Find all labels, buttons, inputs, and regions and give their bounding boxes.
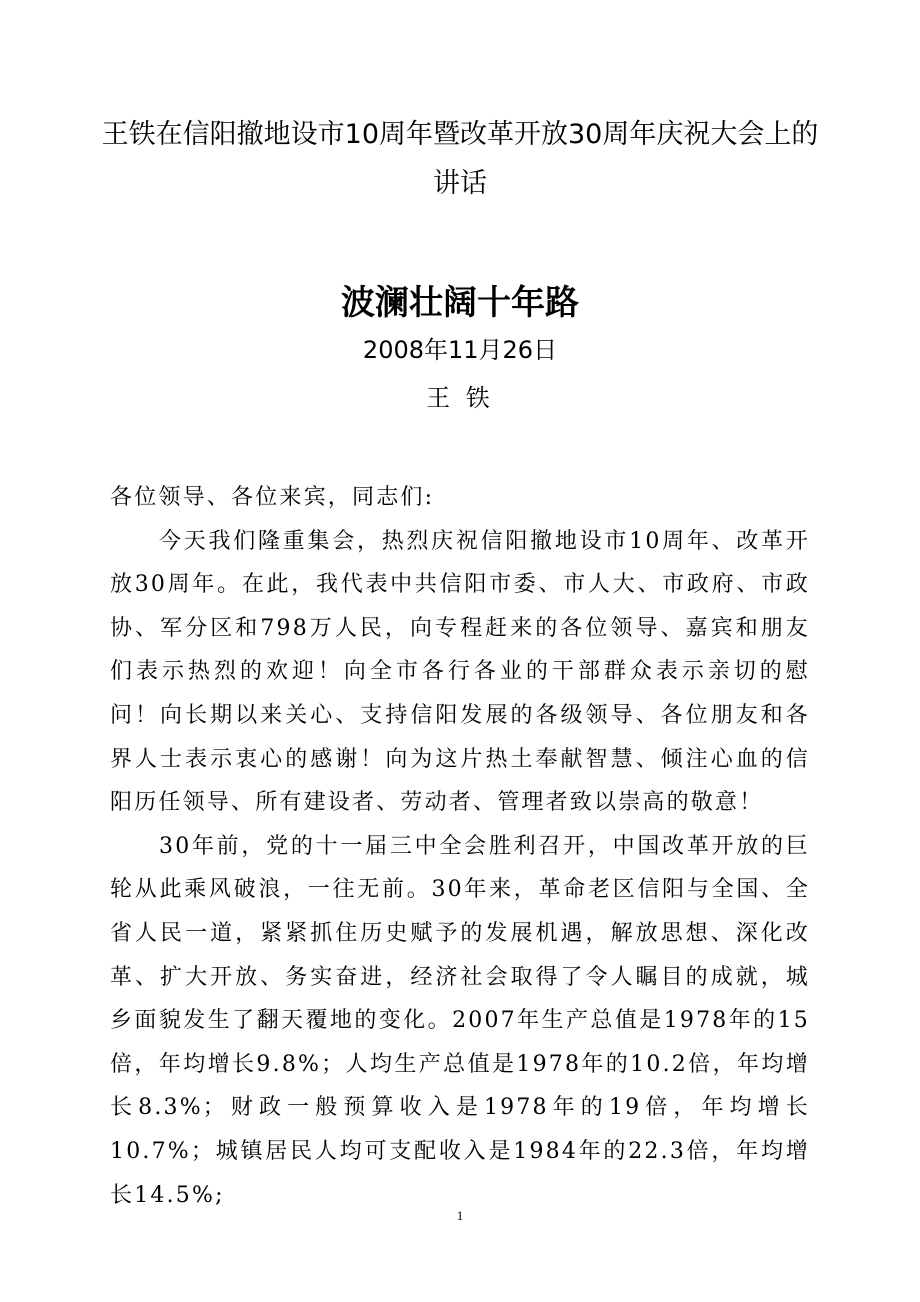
main-heading: 波澜壮阔十年路	[341, 283, 579, 323]
salutation: 各位领导、各位来宾，同志们:	[110, 485, 435, 510]
paragraph: 30年前，党的十一届三中全会胜利召开，中国改革开放的巨轮从此乘风破浪，一往无前。30年来，革命老区信阳与全国、全省人民一道，紧紧抓住历史赋予的发展机遇，解放思想、深化改革、扩大开放、务实奋进，经济社会取得了令人瞩目的成就，城乡面貌发生了翻天覆地的变化。2007年生产总值是1978年的15倍，年均增长9.8%；人均生产总值是1978年的10.2倍，年均增长8.3%；财政一般预算收入是1978年的19倍，年均增长10.7%；城镇居民人均可支配收入是1984年的22.3倍，年均增长14.5%;	[110, 833, 810, 1208]
speech-body	[110, 476, 810, 1217]
paragraph: 今天我们隆重集会，热烈庆祝信阳撤地设市10周年、改革开放30周年。在此，我代表中共信阳市委、市人大、市政府、市政协、军分区和798万人民，向专程赶来的各位领导、嘉宾和朋友们表示热烈的欢迎！向全市各行各业的干部群众表示亲切的慰问！向长期以来关心、支持信阳发展的各级领导、各位朋友和各界人士表示衷心的感谢！向为这片热土奉献智慧、倾注心血的信阳历任领导、所有建设者、劳动者、管理者致以崇高的敬意！	[110, 528, 810, 816]
speech-author: 王 铁	[426, 384, 494, 412]
document-title: 王铁在信阳撤地设市10周年暨改革开放30周年庆祝大会上的讲话	[101, 119, 819, 199]
page-number: 1	[456, 1208, 464, 1223]
speech-date: 2008年11月26日	[362, 336, 558, 364]
